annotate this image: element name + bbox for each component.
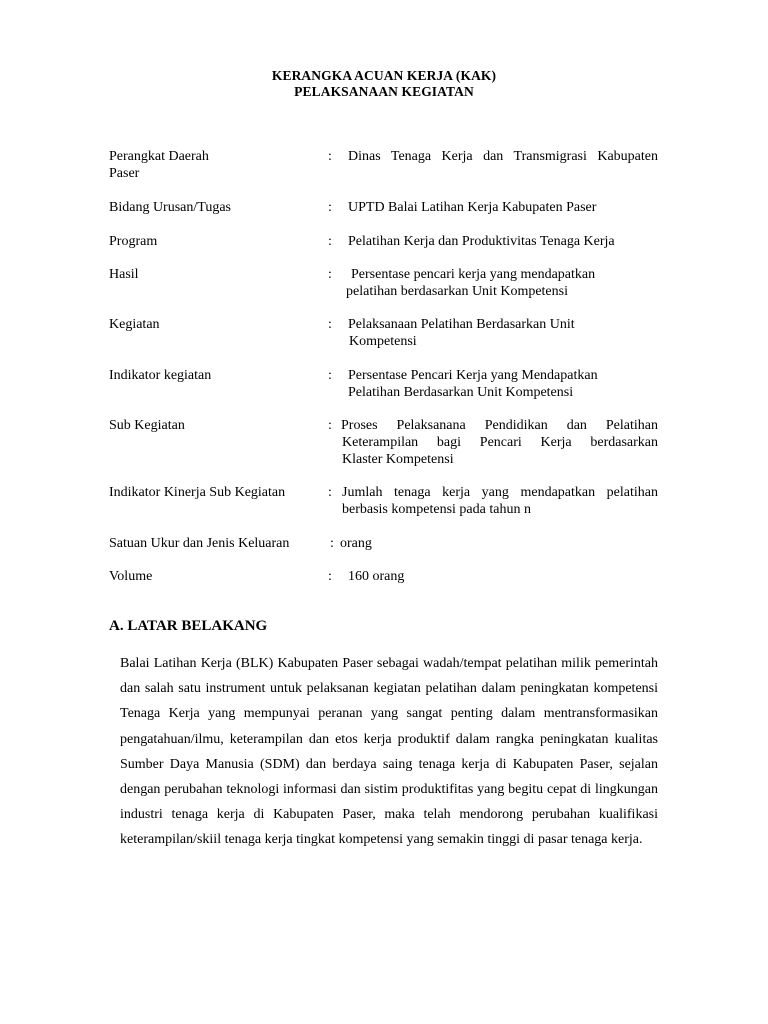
value-kegiatan-line1: Pelaksanaan Pelatihan Berdasarkan Unit xyxy=(348,317,575,332)
paragraph-latar-belakang: Balai Latihan Kerja (BLK) Kabupaten Paser sebagai wadah/tempat pelatihan milik pemerintah dan salah satu instrument untuk pelaksanan kegiatan pelatihan dalam peningkatan kompetensi Tenaga Kerja yang mempunyai peranan yang sangat penting dalam mentransformasikan pengatahuan/ilmu, keterampilan dan etos kerja produktif dalam rangka peningkatan kualitas Sumber Daya Manusia (SDM) dan berdaya saing tenaga kerja di Kabupaten Paser, sejalan dengan perubahan teknologi informasi dan sistim produktifitas yang begitu cepat di lingkungan industri tenaga kerja di Kabupaten Paser, maka telah mendorong perubahan kualifikasi keterampilan/skiil tenaga kerja tingkat kompetensi yang semakin tinggi di pasar tenaga kerja. xyxy=(120,656,658,848)
value-perangkat-daerah-overflow: Paser xyxy=(109,166,140,181)
value-volume: 160 orang xyxy=(348,569,405,584)
label-bidang-urusan: Bidang Urusan/Tugas xyxy=(109,200,231,215)
value-hasil-line2: pelatihan berdasarkan Unit Kompetensi xyxy=(346,284,568,299)
value-indikator-kinerja-line2: berbasis kompetensi pada tahun n xyxy=(342,502,531,517)
colon: : xyxy=(328,234,332,249)
label-program: Program xyxy=(109,234,158,249)
label-kegiatan: Kegiatan xyxy=(109,317,160,332)
value-sub-kegiatan-line2: Keterampilan bagi Pencari Kerja berdasarkan xyxy=(342,435,658,450)
label-hasil: Hasil xyxy=(109,267,139,282)
colon: : xyxy=(328,317,332,332)
section-heading-latar-belakang: A. LATAR BELAKANG xyxy=(109,618,268,634)
label-volume: Volume xyxy=(109,569,153,584)
value-kegiatan-line2: Kompetensi xyxy=(349,334,417,349)
label-satuan-ukur: Satuan Ukur dan Jenis Keluaran xyxy=(109,536,290,551)
colon: : xyxy=(328,267,332,282)
value-indikator-kegiatan-line1: Persentase Pencari Kerja yang Mendapatkan xyxy=(348,368,598,383)
value-hasil-line1: Persentase pencari kerja yang mendapatkan xyxy=(351,267,596,282)
colon: : xyxy=(328,569,332,584)
document-title: KERANGKA ACUAN KERJA (KAK) xyxy=(271,68,497,83)
document-subtitle: PELAKSANAAN KEGIATAN xyxy=(294,84,474,99)
value-indikator-kinerja-line1: Jumlah tenaga kerja yang mendapatkan pelatihan xyxy=(342,485,658,500)
label-indikator-kegiatan: Indikator kegiatan xyxy=(109,368,212,383)
value-sub-kegiatan-line1: Proses Pelaksanana Pendidikan dan Pelatihan xyxy=(341,418,658,433)
value-satuan-ukur: orang xyxy=(340,536,372,551)
value-perangkat-daerah: Dinas Tenaga Kerja dan Transmigrasi Kabupaten xyxy=(348,149,658,164)
value-bidang-urusan: UPTD Balai Latihan Kerja Kabupaten Paser xyxy=(348,200,597,215)
label-indikator-kinerja: Indikator Kinerja Sub Kegiatan xyxy=(109,485,286,500)
colon: : xyxy=(328,368,332,383)
colon: : xyxy=(328,149,332,164)
colon: : xyxy=(328,485,332,500)
value-indikator-kegiatan-line2: Pelatihan Berdasarkan Unit Kompetensi xyxy=(348,385,574,400)
label-perangkat-daerah: Perangkat Daerah xyxy=(109,149,209,164)
value-sub-kegiatan-line3: Klaster Kompetensi xyxy=(342,452,454,467)
value-program: Pelatihan Kerja dan Produktivitas Tenaga Kerja xyxy=(348,234,615,249)
colon: : xyxy=(330,536,334,551)
colon: : xyxy=(328,418,332,433)
colon: : xyxy=(328,200,332,215)
label-sub-kegiatan: Sub Kegiatan xyxy=(109,418,185,433)
